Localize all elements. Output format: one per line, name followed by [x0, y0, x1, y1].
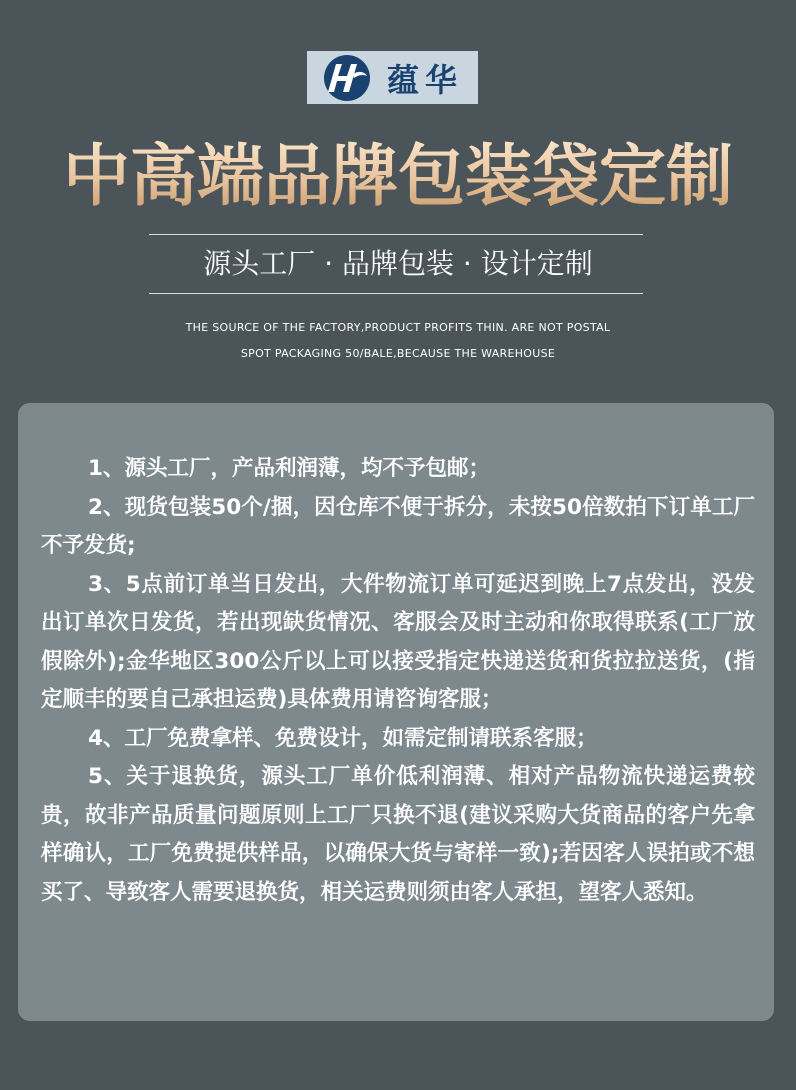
page-subtitle: 源头工厂 · 品牌包装 · 设计定制	[203, 247, 593, 280]
page-title: 中高端品牌包装袋定制	[0, 136, 796, 216]
brand-logo	[307, 51, 478, 104]
notice-text	[41, 450, 755, 912]
divider-top	[149, 234, 643, 235]
yunhua-logo-icon	[323, 54, 371, 102]
notice-item-4: 4、工厂免费拿样、免费设计，如需定制请联系客服；	[88, 725, 598, 751]
english-tagline-line2: SPOT PACKAGING 50/BALE,BECAUSE THE WAREHOUSE	[240, 347, 556, 360]
notice-item-2: 2、现货包装50个/捆，因仓库不便于拆分，未按50倍数拍下订单工厂不予发货;	[41, 494, 755, 558]
notice-item-5: 5、关于退换货，源头工厂单价低利润薄、相对产品物流快递运费较贵，故非产品质量问题原则上工厂只换不退(建议采购大货商品的客户先拿样确认，工厂免费提供样品，以确保大货与寄样一致);若因客人误拍或不想买了、导致客人需要退换货，相关运费则须由客人承担，望客人悉知。	[41, 764, 755, 905]
notice-item-1: 1、源头工厂，产品利润薄，均不予包邮；	[88, 456, 490, 481]
brand-name: 蕴华	[387, 60, 464, 99]
divider-bottom	[149, 293, 643, 294]
english-tagline-line1: THE SOURCE OF THE FACTORY,PRODUCT PROFITS THIN. ARE NOT POSTAL	[185, 321, 611, 334]
notice-item-3: 3、5点前订单当日发出，大件物流订单可延迟到晚上7点发出，没发出订单次日发货，若出现缺货情况、客服会及时主动和你取得联系(工厂放假除外);金华地区300公斤以上可以接受指定快递送货和货拉拉送货，(指定顺丰的要自己承担运费)具体费用请咨询客服；	[41, 571, 755, 712]
